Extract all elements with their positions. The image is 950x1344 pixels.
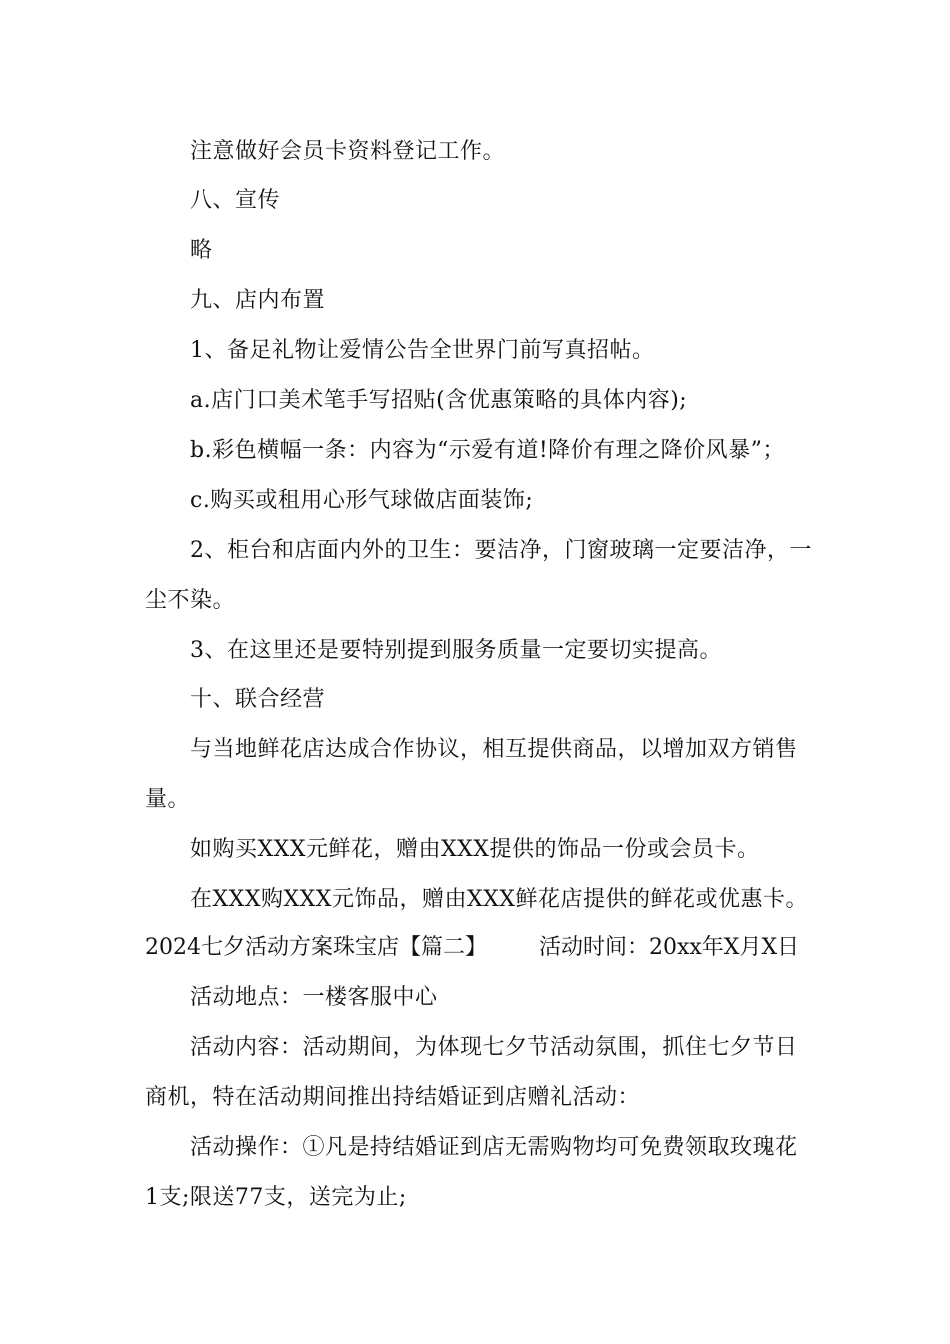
paragraph-joint-agreement: 与当地鲜花店达成合作协议，相互提供商品，以增加双方销售 <box>190 737 798 762</box>
heading-store-layout: 九、店内布置 <box>190 288 326 313</box>
paragraph-layout-item-3: 3、在这里还是要特别提到服务质量一定要切实提高。 <box>190 638 722 663</box>
paragraph-event-operation: 活动操作：①凡是持结婚证到店无需购物均可免费领取玫瑰花 <box>190 1135 798 1160</box>
paragraph-layout-item-c: c.购买或租用心形气球做店面装饰; <box>190 488 534 513</box>
section-time: 活动时间：20xx年X月X日 <box>539 935 800 960</box>
paragraph-layout-item-b: b.彩色横幅一条：内容为“示爱有道!降价有理之降价风暴”； <box>190 438 785 463</box>
paragraph-event-location: 活动地点：一楼客服中心 <box>190 985 438 1010</box>
paragraph-event-content: 活动内容：活动期间，为体现七夕节活动氛围，抓住七夕节日 <box>190 1035 798 1060</box>
section-title: 2024七夕活动方案珠宝店【篇二】 <box>145 935 487 960</box>
paragraph-layout-item-1: 1、备足礼物让爱情公告全世界门前写真招帖。 <box>190 338 655 363</box>
paragraph-layout-item-a: a.店门口美术笔手写招贴(含优惠策略的具体内容); <box>190 388 688 413</box>
paragraph-joint-example-1: 如购买XXX元鲜花，赠由XXX提供的饰品一份或会员卡。 <box>190 837 760 862</box>
paragraph-layout-item-2-cont: 尘不染。 <box>145 588 236 613</box>
paragraph-membership-note: 注意做好会员卡资料登记工作。 <box>190 139 506 164</box>
paragraph-event-content-cont: 商机，特在活动期间推出持结婚证到店赠礼活动： <box>145 1085 641 1110</box>
paragraph-event-operation-cont: 1支;限送77支，送完为止; <box>145 1185 407 1210</box>
section-heading-row <box>145 933 799 963</box>
heading-promotion: 八、宣传 <box>190 188 281 213</box>
paragraph-joint-example-2: 在XXX购XXX元饰品，赠由XXX鲜花店提供的鲜花或优惠卡。 <box>190 887 808 912</box>
paragraph-omitted: 略 <box>190 238 213 263</box>
paragraph-joint-agreement-cont: 量。 <box>145 787 191 812</box>
heading-joint-operation: 十、联合经营 <box>190 687 326 712</box>
paragraph-layout-item-2: 2、柜台和店面内外的卫生：要洁净，门窗玻璃一定要洁净，一 <box>190 538 812 563</box>
